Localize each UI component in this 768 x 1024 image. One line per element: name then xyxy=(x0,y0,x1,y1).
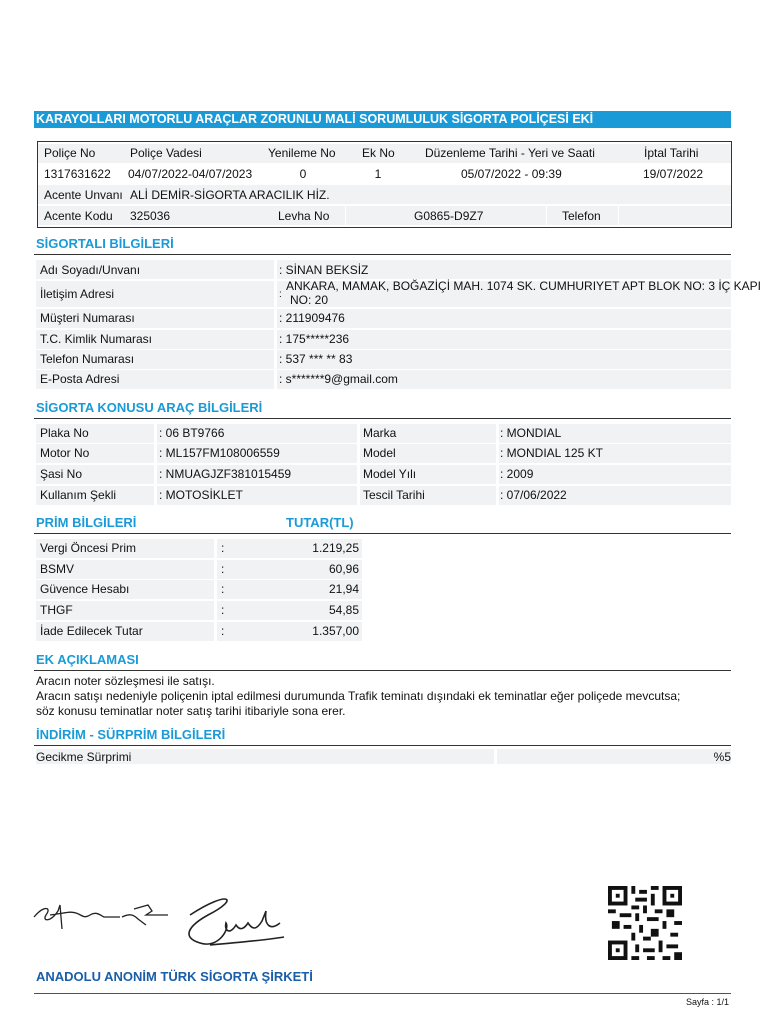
header-iptal: İptal Tarihi xyxy=(644,146,699,160)
document-title: KARAYOLLARI MOTORLU ARAÇLAR ZORUNLU MALİ SORUMLULUK SİGORTA POLİÇESİ EKİ xyxy=(34,111,731,128)
refund-label: İade Edilecek Tutar xyxy=(40,624,143,638)
engine-no: : ML157FM108006559 xyxy=(159,446,280,460)
bsmv-sep: : xyxy=(221,562,225,576)
premium-value: 1.219,25 xyxy=(312,541,359,555)
chassis-no: : NMUAGJZF381015459 xyxy=(159,467,292,481)
header-duzenleme: Düzenleme Tarihi - Yeri ve Saati xyxy=(425,146,595,160)
section-divider xyxy=(34,533,731,534)
bsmv-label: BSMV xyxy=(40,562,75,576)
surcharge-label: Gecikme Sürprimi xyxy=(36,750,132,764)
guarantee-value: 21,94 xyxy=(328,582,359,596)
phone-label: Telefon xyxy=(562,209,601,223)
section-divider xyxy=(34,745,731,746)
renewal-number: 0 xyxy=(299,167,307,181)
tc-id-label: T.C. Kimlik Numarası xyxy=(40,332,153,346)
refund-sep: : xyxy=(221,624,225,638)
section-divider xyxy=(34,670,731,671)
divider xyxy=(345,206,346,225)
policy-info-box xyxy=(37,141,732,228)
divider xyxy=(618,206,619,225)
endorsement-number: 1 xyxy=(374,167,382,181)
cancel-date: 19/07/2022 xyxy=(643,167,704,181)
thgf-sep: : xyxy=(221,603,225,617)
email-label: E-Posta Adresi xyxy=(40,372,120,386)
model-year-label: Model Yılı xyxy=(363,467,417,481)
page-number: Sayfa : 1/1 xyxy=(685,997,729,1007)
note-section-title: EK AÇIKLAMASI xyxy=(36,652,139,667)
guarantee-sep: : xyxy=(221,582,225,596)
refund-value: 1.357,00 xyxy=(312,624,359,638)
premium-sep: : xyxy=(221,541,225,555)
phone-number: : 537 *** ** 83 xyxy=(279,352,353,366)
header-police-no: Poliçe No xyxy=(44,146,96,160)
levha-no-label: Levha No xyxy=(278,209,330,223)
row-bg xyxy=(499,465,731,484)
model-label: Model xyxy=(363,446,396,460)
thgf-value: 54,85 xyxy=(328,603,359,617)
vehicle-section-title: SİGORTA KONUSU ARAÇ BİLGİLERİ xyxy=(36,400,263,415)
agent-code: 325036 xyxy=(130,209,171,223)
header-police-vadesi: Poliçe Vadesi xyxy=(130,146,202,160)
premium-label: Vergi Öncesi Prim xyxy=(40,541,137,555)
premium-section-title: PRİM BİLGİLERİ xyxy=(36,515,137,530)
header-ek-no: Ek No xyxy=(362,146,395,160)
policy-number: 1317631622 xyxy=(44,167,111,181)
engine-no-label: Motor No xyxy=(40,446,90,460)
thgf-label: THGF xyxy=(40,603,73,617)
plate-number: : 06 BT9766 xyxy=(159,426,225,440)
guarantee-label: Güvence Hesabı xyxy=(40,582,130,596)
company-name: ANADOLU ANONİM TÜRK SİGORTA ŞİRKETİ xyxy=(36,969,313,984)
footer-divider xyxy=(34,993,731,994)
insured-section-title: SİGORTALI BİLGİLERİ xyxy=(36,236,174,251)
address-line-1: ANKARA, MAMAK, BOĞAZİÇİ MAH. 1074 SK. CUMHURIYET APT BLOK NO: 3 İÇ KAPI xyxy=(286,279,762,293)
brand: : MONDIAL xyxy=(500,426,562,440)
registration-date-label: Tescil Tarihi xyxy=(363,488,425,502)
usage-label: Kullanım Şekli xyxy=(40,488,117,502)
surcharge-value: %5 xyxy=(713,750,731,764)
model: : MONDIAL 125 KT xyxy=(500,446,603,460)
amount-title: TUTAR(TL) xyxy=(286,515,354,530)
model-year: : 2009 xyxy=(500,467,534,481)
phone-number-label: Telefon Numarası xyxy=(40,352,135,366)
tc-id: : 175*****236 xyxy=(279,332,350,346)
row-bg xyxy=(277,309,731,328)
bsmv-value: 60,96 xyxy=(328,562,359,576)
note-line-1: Aracın noter sözleşmesi ile satışı. xyxy=(36,674,215,688)
section-divider xyxy=(34,418,731,419)
address-colon: : xyxy=(279,289,282,300)
address-line-2: NO: 20 xyxy=(290,293,329,307)
levha-no: G0865-D9Z7 xyxy=(414,209,484,223)
note-line-2: Aracın satışı nedeniyle poliçenin iptal edilmesi durumunda Trafik teminatı dışındaki ek teminatlar eğer poliçede mevcutsa; xyxy=(36,689,681,703)
agent-code-label: Acente Kodu xyxy=(44,209,113,223)
customer-number: : 211909476 xyxy=(279,311,345,325)
insured-name-label: Adı Soyadı/Unvanı xyxy=(40,263,141,277)
email: : s*******9@gmail.com xyxy=(279,372,398,386)
section-divider xyxy=(34,254,731,255)
agent-name-label: Acente Unvanı xyxy=(44,188,123,202)
insured-name: : SİNAN BEKSİZ xyxy=(279,263,369,277)
plate-label: Plaka No xyxy=(40,426,89,440)
address-label: İletişim Adresi xyxy=(40,287,115,301)
signature-image xyxy=(30,885,290,965)
customer-number-label: Müşteri Numarası xyxy=(40,311,135,325)
agent-name: ALİ DEMİR-SİGORTA ARACILIK HİZ. xyxy=(130,188,330,202)
policy-term: 04/07/2022-04/07/2023 xyxy=(128,167,253,181)
registration-date: : 07/06/2022 xyxy=(500,488,567,502)
discount-section-title: İNDİRİM - SÜRPRİM BİLGİLERİ xyxy=(36,727,226,742)
issue-datetime: 05/07/2022 - 09:39 xyxy=(461,167,562,181)
note-line-3: söz konusu teminatlar noter satış tarihi itibariyle sona erer. xyxy=(36,704,346,718)
divider xyxy=(546,206,547,225)
brand-label: Marka xyxy=(363,426,397,440)
chassis-label: Şasi No xyxy=(40,467,83,481)
usage: : MOTOSİKLET xyxy=(159,488,243,502)
header-yenileme-no: Yenileme No xyxy=(268,146,336,160)
qr-code-icon xyxy=(607,886,683,960)
